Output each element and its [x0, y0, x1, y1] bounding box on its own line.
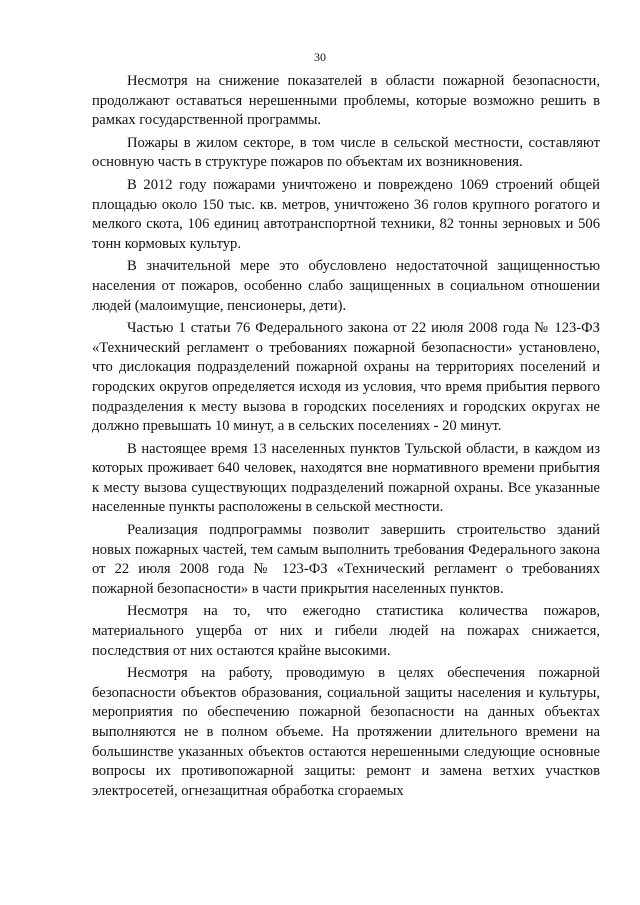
paragraph-5: Частью 1 статьи 76 Федерального закона от 22 июля 2008 года № 123-ФЗ «Технический регламент о требованиях пожарной безопасности» установлено, что дислокация подразделений пожарной охраны на территориях поселений и городских округов определяется исходя из условия, что время прибытия первого подразделения к месту вызова в городских поселениях и городских округах не должно превышать 10 минут, а в сельских поселениях - 20 минут. [92, 320, 600, 435]
paragraph-7: Реализация подпрограммы позволит завершить строительство зданий новых пожарных частей, тем самым выполнить требования Федерального закона от 22 июля 2008 года № 123-ФЗ «Технический регламент о требованиях пожарной безопасности» в части прикрытия населенных пунктов. [92, 522, 600, 597]
paragraph-8: Несмотря на то, что ежегодно статистика количества пожаров, материального ущерба от них и гибели людей на пожарах снижается, последствия от них остаются крайне высокими. [92, 603, 600, 659]
paragraph-6: В настоящее время 13 населенных пунктов Тульской области, в каждом из которых проживает 640 человек, находятся вне нормативного времени прибытия к месту вызова существующих подразделений пожарной охраны. Все указанные населенные пункты расположены в сельской местности. [92, 440, 600, 516]
page-number: 30 [314, 50, 326, 64]
document-body [92, 72, 600, 804]
paragraph-1: Несмотря на снижение показателей в области пожарной безопасности, продолжают оставаться нерешенными проблемы, которые возможно решить в рамках государственной программы. [92, 73, 600, 129]
paragraph-9: Несмотря на работу, проводимую в целях обеспечения пожарной безопасности объектов образования, социальной защиты населения и культуры, мероприятия по обеспечению пожарной безопасности на данных объектах выполняются не в полном объеме. На протяжении длительного времени на большинстве указанных объектов остаются нерешенными следующие основные вопросы их противопожарной защиты: ремонт и замена ветхих участков электросетей, огнезащитная обработка сгораемых [92, 665, 600, 799]
paragraph-3: В 2012 году пожарами уничтожено и повреждено 1069 строений общей площадью около 150 тыс. кв. метров, уничтожено 36 голов крупного рогатого и мелкого скота, 106 единиц автотранспортной техники, 82 тонны зерновых и 506 тонн кормовых культур. [92, 176, 600, 252]
paragraph-2: Пожары в жилом секторе, в том числе в сельской местности, составляют основную часть в структуре пожаров по объектам их возникновения. [92, 134, 600, 171]
paragraph-4: В значительной мере это обусловлено недостаточной защищенностью населения от пожаров, особенно слабо защищенных в социальном отношении людей (малоимущие, пенсионеры, дети). [92, 258, 600, 314]
